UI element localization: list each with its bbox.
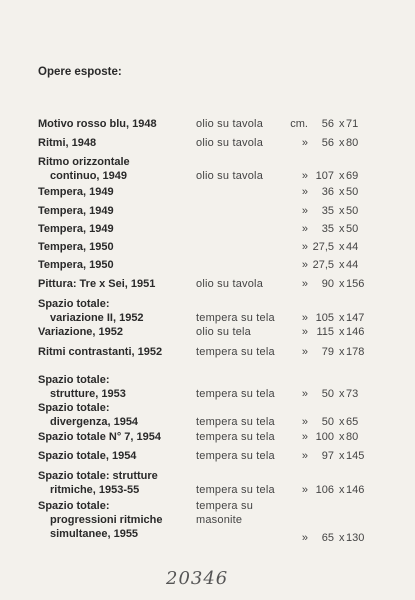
work-width: 65	[321, 532, 334, 544]
work-title	[38, 401, 138, 429]
work-unit: »	[301, 223, 308, 235]
work-title-line: Motivo rosso blu, 1948	[38, 118, 157, 130]
work-medium	[196, 345, 275, 359]
work-title-line: Spazio totale N° 7, 1954	[38, 431, 161, 443]
work-title-line: Tempera, 1949	[38, 223, 114, 235]
work-title-line: Ritmo orizzontale	[38, 156, 130, 168]
work-height: 146	[346, 326, 365, 338]
work-width: 107	[315, 170, 334, 182]
work-width: 56	[321, 118, 334, 130]
work-medium-line: tempera su tela	[196, 450, 275, 462]
work-medium-line: olio su tavola	[196, 118, 264, 130]
work-title	[38, 430, 161, 444]
work-width: 90	[321, 278, 334, 290]
work-height: 71	[346, 118, 359, 130]
work-medium	[196, 136, 263, 150]
work-unit: »	[301, 278, 308, 290]
work-medium	[196, 117, 263, 131]
dimension-separator: x	[339, 346, 345, 358]
work-title	[38, 185, 114, 199]
dimension-separator: x	[339, 186, 345, 198]
work-width: 79	[321, 346, 334, 358]
work-title-line: Spazio totale: strutture	[38, 470, 158, 482]
work-width: 115	[316, 326, 334, 338]
work-width: 50	[321, 388, 334, 400]
work-title-line: Tempera, 1949	[38, 186, 114, 198]
work-height: 44	[346, 259, 359, 271]
work-width: 100	[315, 431, 334, 443]
work-title	[38, 240, 114, 254]
dimension-separator: x	[339, 278, 345, 290]
work-title	[38, 258, 114, 272]
work-unit: »	[301, 484, 308, 496]
work-unit: »	[301, 259, 308, 271]
work-width: 35	[321, 223, 334, 235]
work-title-line: strutture, 1953	[50, 388, 126, 400]
work-medium-line: tempera su	[196, 500, 254, 512]
work-width: 27,5	[312, 241, 334, 253]
work-title-line: Tempera, 1950	[38, 259, 114, 271]
work-medium-line: olio su tavola	[196, 137, 264, 149]
work-height: 44	[346, 241, 359, 253]
work-unit: »	[301, 388, 308, 400]
work-medium-line: tempera su tela	[196, 416, 275, 428]
work-title-line: Tempera, 1950	[38, 241, 114, 253]
dimension-separator: x	[339, 416, 345, 428]
work-medium-line: tempera su tela	[196, 312, 275, 324]
work-height: 50	[346, 186, 359, 198]
work-title	[38, 277, 155, 291]
work-unit: »	[301, 170, 308, 182]
work-title	[38, 204, 114, 218]
work-title-line: Spazio totale:	[38, 402, 110, 414]
dimension-separator: x	[339, 170, 345, 182]
work-unit: »	[301, 431, 308, 443]
work-medium	[196, 325, 251, 339]
work-title-line: Spazio totale, 1954	[38, 450, 137, 462]
work-medium	[196, 483, 275, 497]
work-width: 106	[315, 484, 334, 496]
work-medium-line: tempera su tela	[196, 431, 275, 443]
dimension-separator: x	[339, 450, 345, 462]
work-height: 146	[346, 484, 365, 496]
work-medium-line: olio su tavola	[196, 170, 264, 182]
work-medium	[196, 387, 275, 401]
work-unit: »	[301, 241, 308, 253]
work-width: 97	[321, 450, 334, 462]
work-width: 50	[321, 416, 334, 428]
work-title	[38, 449, 136, 463]
work-title-line: Spazio totale:	[38, 374, 110, 386]
work-unit: »	[301, 137, 308, 149]
work-unit: »	[301, 532, 308, 544]
dimension-separator: x	[339, 205, 345, 217]
work-title	[38, 136, 96, 150]
work-width: 36	[321, 186, 334, 198]
dimension-separator: x	[339, 118, 345, 130]
work-unit: »	[301, 312, 308, 324]
work-title-line: Ritmi, 1948	[38, 137, 97, 149]
work-medium-line: tempera su tela	[196, 484, 275, 496]
work-medium	[196, 169, 263, 183]
work-medium	[196, 311, 275, 325]
work-title-line: Tempera, 1949	[38, 205, 114, 217]
work-medium	[196, 449, 275, 463]
dimension-separator: x	[339, 326, 345, 338]
work-title-line: progressioni ritmiche	[50, 514, 163, 526]
work-width: 27,5	[312, 259, 334, 271]
work-title-line: Ritmi contrastanti, 1952	[38, 346, 163, 358]
work-unit: cm.	[290, 118, 308, 130]
work-medium-line: masonite	[196, 514, 243, 526]
dimension-separator: x	[339, 137, 345, 149]
work-height: 80	[346, 137, 359, 149]
work-title-line: Spazio totale:	[38, 298, 110, 310]
work-medium	[196, 415, 275, 429]
work-title	[38, 469, 158, 497]
work-height: 147	[346, 312, 365, 324]
dimension-separator: x	[339, 484, 345, 496]
work-medium	[196, 277, 263, 291]
work-medium	[196, 499, 253, 527]
work-title-line: simultanee, 1955	[50, 528, 139, 540]
work-height: 178	[346, 346, 365, 358]
work-width: 105	[315, 312, 334, 324]
work-title-line: variazione II, 1952	[50, 312, 144, 324]
work-title	[38, 373, 126, 401]
work-unit: »	[301, 326, 308, 338]
work-title-line: Pittura: Tre x Sei, 1951	[38, 278, 156, 290]
work-title	[38, 155, 130, 183]
work-medium-line: olio su tela	[196, 326, 251, 338]
dimension-separator: x	[339, 241, 345, 253]
work-medium-line: olio su tavola	[196, 278, 264, 290]
work-title	[38, 117, 157, 131]
work-unit: »	[301, 186, 308, 198]
work-unit: »	[301, 450, 308, 462]
dimension-separator: x	[339, 259, 345, 271]
work-title-line: Spazio totale:	[38, 500, 110, 512]
work-title-line: divergenza, 1954	[50, 416, 139, 428]
work-height: 50	[346, 223, 359, 235]
work-title-line: ritmiche, 1953-55	[50, 484, 140, 496]
work-height: 65	[346, 416, 359, 428]
work-height: 73	[346, 388, 359, 400]
work-unit: »	[301, 346, 308, 358]
section-heading: Opere esposte:	[38, 66, 122, 78]
work-medium-line: tempera su tela	[196, 388, 275, 400]
dimension-separator: x	[339, 223, 345, 235]
work-height: 50	[346, 205, 359, 217]
work-height: 80	[346, 431, 359, 443]
work-title	[38, 222, 114, 236]
work-title-line: Variazione, 1952	[38, 326, 123, 338]
work-title	[38, 499, 162, 541]
work-height: 145	[346, 450, 365, 462]
work-medium-line: tempera su tela	[196, 346, 275, 358]
work-title-line: continuo, 1949	[50, 170, 128, 182]
work-height: 69	[346, 170, 359, 182]
dimension-separator: x	[339, 312, 345, 324]
handwritten-archive-number: 20346	[166, 568, 229, 589]
work-width: 56	[321, 137, 334, 149]
dimension-separator: x	[339, 431, 345, 443]
work-medium	[196, 430, 275, 444]
work-unit: »	[301, 205, 308, 217]
work-title	[38, 297, 144, 325]
work-title	[38, 325, 123, 339]
work-width: 35	[321, 205, 334, 217]
dimension-separator: x	[339, 532, 345, 544]
dimension-separator: x	[339, 388, 345, 400]
work-unit: »	[301, 416, 308, 428]
work-title	[38, 345, 162, 359]
work-height: 156	[346, 278, 365, 290]
work-height: 130	[346, 532, 365, 544]
